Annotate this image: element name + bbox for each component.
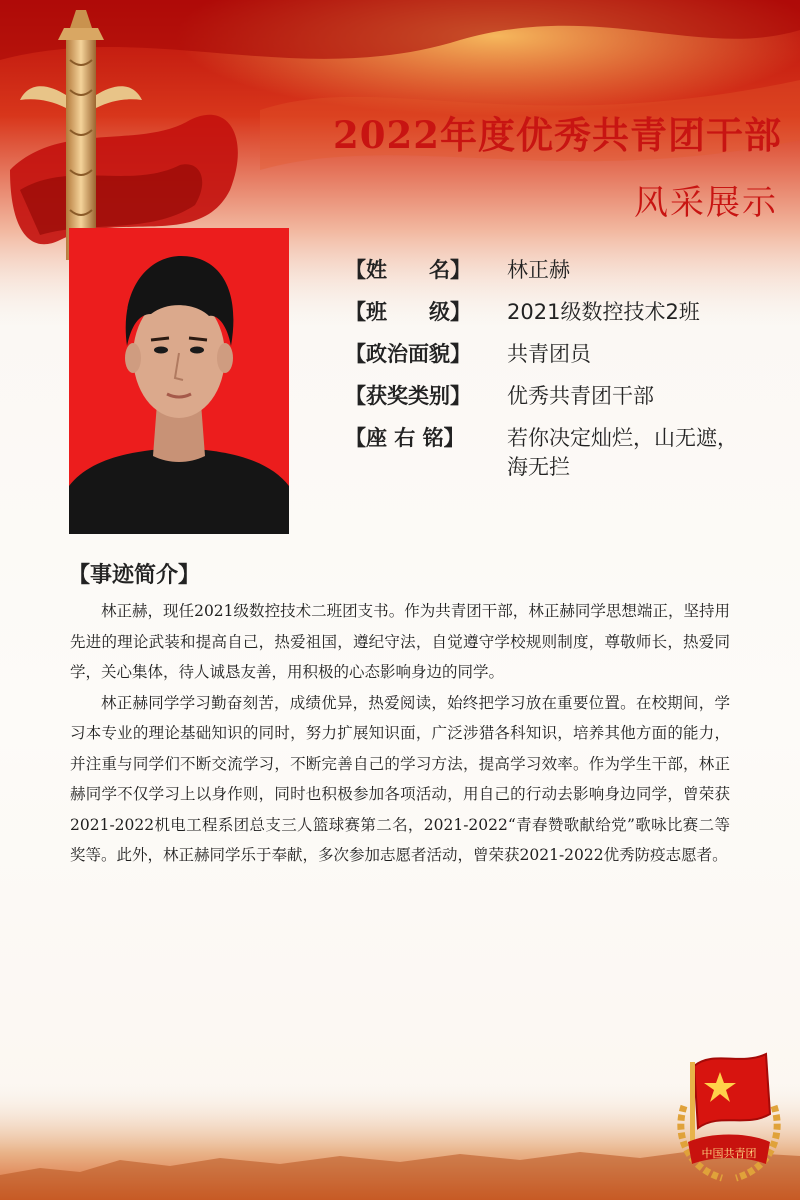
class-label: 【班 级】	[345, 300, 471, 324]
info-row-award	[345, 382, 785, 411]
youth-league-emblem-icon	[670, 1036, 788, 1186]
name-label: 【姓 名】	[345, 258, 471, 282]
emblem-text: 中国共青团	[701, 1147, 757, 1160]
info-row-political	[345, 340, 785, 369]
person-portrait-icon	[69, 228, 289, 534]
award-value: 优秀共青团干部	[507, 384, 654, 408]
page-subtitle: 风采展示	[634, 183, 778, 223]
info-row-motto	[345, 424, 785, 482]
story-paragraph-2: 林正赫同学学习勤奋刻苦，成绩优异，热爱阅读，始终把学习放在重要位置。在校期间，学习本专业的理论基础知识的同时，努力扩展知识面，广泛涉猎各科知识，培养其他方面的能力，并注重与同学们不断交流学习，不断完善自己的学习方法，提高学习效率。作为学生干部，林正赫同学不仅学习上以身作则，同时也积极参加各项活动，用自己的行动去影响身边同学，曾荣获2021-2022机电工程系团总支三人篮球赛第二名，2021-2022“青春赞歌献给党”歌咏比赛二等奖等。此外，林正赫同学乐于奉献，多次参加志愿者活动，曾荣获2021-2022优秀防疫志愿者。	[70, 693, 730, 864]
info-row-class	[345, 298, 785, 327]
class-value: 2021级数控技术2班	[507, 300, 700, 324]
award-label: 【获奖类别】	[345, 384, 471, 408]
name-value: 林正赫	[507, 258, 570, 282]
motto-label: 【座 右 铭】	[345, 426, 465, 450]
info-block	[345, 256, 785, 495]
story-paragraph-1: 林正赫，现任2021级数控技术二班团支书。作为共青团干部，林正赫同学思想端正，坚持用先进的理论武装和提高自己，热爱祖国，遵纪守法，自觉遵守学校规则制度，尊敬师长，热爱同学，关心集体，待人诚恳友善，用积极的心态影响身边的同学。	[70, 602, 730, 681]
page-title: 2022年度优秀共青团干部	[333, 113, 782, 157]
info-row-name	[345, 256, 785, 285]
story-body	[70, 596, 730, 871]
motto-value: 若你决定灿烂，山无遮，海无拦	[507, 426, 738, 479]
political-value: 共青团员	[507, 342, 591, 366]
political-label: 【政治面貌】	[345, 342, 471, 366]
portrait-photo	[69, 228, 289, 534]
story-heading: 【事迹简介】	[68, 563, 201, 588]
